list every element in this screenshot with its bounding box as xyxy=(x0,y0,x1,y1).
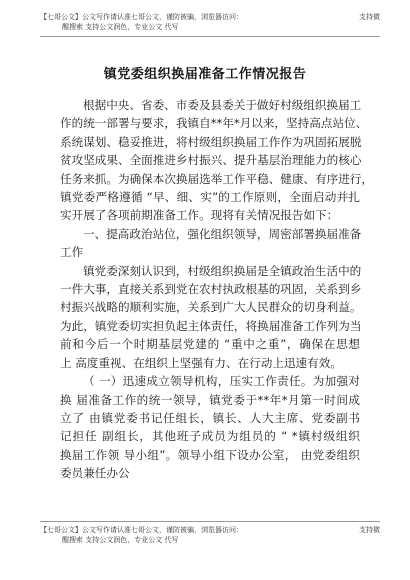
footer-line xyxy=(40,525,380,535)
body-line: 村振兴战略的顺利实施，关系到广大人民群众的切身利益。 xyxy=(60,300,362,315)
body-line: 作的统一部署与要求，我镇自**年*月以来，坚持高点站位、 xyxy=(60,116,368,131)
body-line: 任务来抓。为确保本次换届选举工作平稳、健康、有序进行， xyxy=(60,171,374,186)
footer-notice: 【七哥公文】公文写作请认准七哥公文，谨防被骗，浏览器访问： xyxy=(40,526,243,534)
footer-divider xyxy=(40,521,380,522)
header-divider xyxy=(40,36,380,37)
body-line: 前和今后一个时期基层党建的 “重中之重”，确保在思想 xyxy=(60,337,360,352)
page-footer xyxy=(40,521,380,545)
subsection-line: （ 一）迅速成立领导机构，压实工作责任。为加强对 xyxy=(83,374,360,389)
body-line: 为此，镇党委切实担负起主体责任，将换届准备工作列为当 xyxy=(60,318,362,333)
body-line: 换 届准备工作的统一领导，镇党委于**年*月第一时间成 xyxy=(60,392,360,407)
body-line: 贫攻坚成果、全面推进乡村振兴、提升基层治理能力的核心 xyxy=(60,153,362,168)
body-line: 镇党委严格遵循 “早、细、实”的工作原则，全面启动并扎 xyxy=(60,190,360,205)
header-line xyxy=(40,12,380,22)
header-line-2: 醒搜索 支持公文润色，专业公文 代写 xyxy=(62,23,179,31)
header-contact: 支持微 xyxy=(359,13,380,21)
section-heading-cont: 工作 xyxy=(60,245,84,260)
header-notice: 【七哥公文】公文写作请认准七哥公文，谨防被骗，浏览器访问： xyxy=(40,13,243,21)
body-line: 立了 由镇党委书记任组长，镇长、人大主席、党委副书 xyxy=(60,410,360,425)
body-line: 系统谋划、稳妥推进，将村级组织换届工作作为巩固拓展脱 xyxy=(60,134,362,149)
document-body xyxy=(60,96,374,483)
body-line: 换届工作领 导小组”。领导小组下设办公室， 由党委组织 xyxy=(60,447,360,462)
footer-line-2: 醒搜索 支持公文润色，专业公文 代写 xyxy=(62,536,179,544)
body-line: 记担任 副组长，其他班子成员为组员的 “ *镇村级组织 xyxy=(60,429,360,444)
body-line: 上 高度重视、在组织上坚强有力、在行动上迅速有效。 xyxy=(60,355,342,370)
body-line: 一件大事，直接关系到党在农村执政根基的巩固，关系到乡 xyxy=(60,282,362,297)
page-header xyxy=(40,12,380,37)
body-line: 委员兼任办公 xyxy=(60,466,130,481)
document-title: 镇党委组织换届准备工作情况报告 xyxy=(103,67,307,82)
body-line: 根据中央、省委、市委及县委关于做好村级组织换届工 xyxy=(83,98,362,112)
section-heading: 一、提高政治站位，强化组织领导，周密部署换届准备 xyxy=(83,226,362,241)
footer-contact: 支持微 xyxy=(359,526,380,534)
body-line: 实开展了各项前期准备工作。现将有关情况报告如下： xyxy=(60,208,339,223)
body-line: 镇党委深刻认识到，村级组织换届是全镇政治生活中的 xyxy=(83,263,362,278)
